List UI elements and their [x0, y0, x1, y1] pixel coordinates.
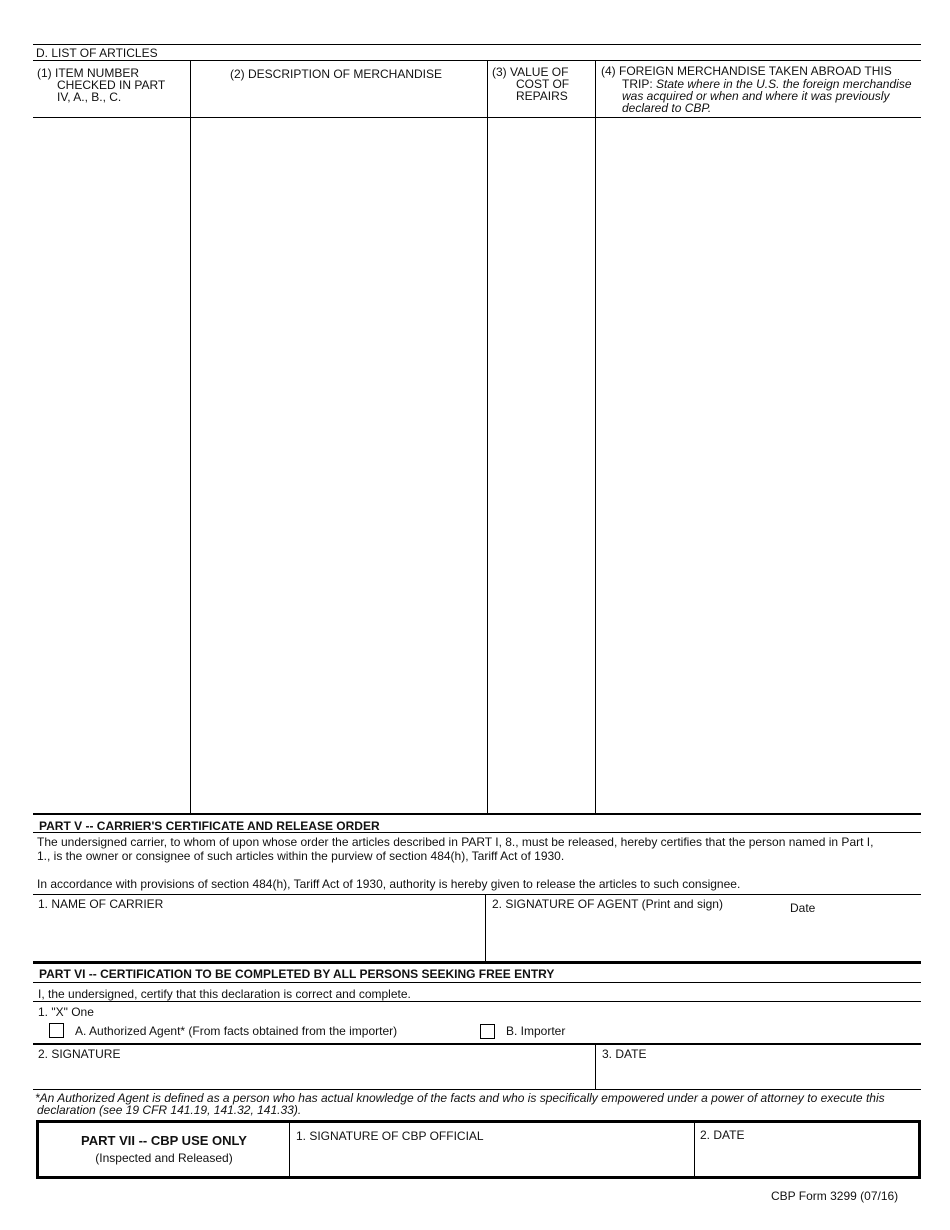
list-title-rule	[33, 60, 921, 61]
cbp-date-field[interactable]	[697, 1145, 917, 1175]
importer-checkbox[interactable]	[480, 1024, 495, 1039]
part5-field-divider	[485, 894, 486, 962]
part6-certify-text: I, the undersigned, certify that this declaration is correct and complete.	[38, 987, 411, 1001]
signature-field[interactable]	[34, 1062, 594, 1088]
part6-bottom-rule	[33, 1089, 921, 1090]
col3-header-line1: (3) VALUE OF	[492, 65, 569, 79]
agent-signature-label: 2. SIGNATURE OF AGENT (Print and sign)	[492, 897, 723, 911]
col4-instructions-2: was acquired or when and where it was previously	[622, 89, 890, 103]
col1-header-line2: CHECKED IN PART	[57, 78, 166, 92]
authorized-agent-checkbox[interactable]	[49, 1023, 64, 1038]
part7-subheading: (Inspected and Released)	[95, 1151, 233, 1165]
agent-date-label: Date	[790, 901, 816, 915]
item-number-entry-area[interactable]	[34, 119, 189, 813]
col4-header-line1: (4) FOREIGN MERCHANDISE TAKEN ABROAD THIS	[601, 64, 892, 78]
part7-heading: PART VII -- CBP USE ONLY	[81, 1133, 247, 1148]
agent-signature-field[interactable]	[487, 913, 920, 960]
header-bottom-rule	[33, 117, 921, 118]
part6-heading: PART VI -- CERTIFICATION TO BE COMPLETED BY ALL PERSONS SEEKING FREE ENTRY	[39, 967, 555, 981]
importer-label: B. Importer	[506, 1024, 566, 1038]
col1-header-line3: IV, A., B., C.	[57, 90, 122, 104]
list-title: D. LIST OF ARTICLES	[36, 46, 158, 60]
col3-header-line2: COST OF	[516, 77, 570, 91]
value-entry-area[interactable]	[489, 119, 594, 813]
col1-header-line1: (1) ITEM NUMBER	[37, 66, 139, 80]
part5-top-rule	[33, 813, 921, 815]
col4-trip-label: TRIP:	[622, 77, 657, 91]
date-field[interactable]	[597, 1062, 920, 1088]
carrier-name-field[interactable]	[34, 913, 484, 960]
col4-instructions-3: declared to CBP.	[622, 101, 712, 115]
x-one-label: 1. "X" One	[38, 1005, 94, 1019]
part6-signature-divider	[595, 1044, 596, 1089]
col4-instructions-1: State where in the U.S. the foreign merchandise	[656, 77, 912, 91]
part5-heading: PART V -- CARRIER'S CERTIFICATE AND RELEASE ORDER	[39, 819, 380, 833]
part6-top-rule	[33, 961, 921, 964]
part5-para1-line2: 1., is the owner or consignee of such articles within the purview of section 484(h), Tariff Act of 1930.	[37, 849, 565, 863]
footnote-line2: declaration (see 19 CFR 141.19, 141.32, 141.33).	[37, 1103, 302, 1117]
col-divider-1	[190, 60, 191, 814]
part6-heading-rule	[33, 982, 921, 983]
foreign-merchandise-entry-area[interactable]	[597, 119, 920, 813]
top-rule	[33, 44, 921, 45]
authorized-agent-label: A. Authorized Agent* (From facts obtained from the importer)	[75, 1024, 398, 1038]
cbp-official-signature-label: 1. SIGNATURE OF CBP OFFICIAL	[296, 1129, 484, 1143]
part5-para2: In accordance with provisions of section 484(h), Tariff Act of 1930, authority is hereby given to release the articles to such consignee.	[37, 877, 741, 891]
col2-header: (2) DESCRIPTION OF MERCHANDISE	[230, 67, 443, 81]
col-divider-3	[595, 60, 596, 814]
carrier-name-label: 1. NAME OF CARRIER	[38, 897, 164, 911]
part7-divider-1	[289, 1122, 290, 1178]
part5-para1-line1: The undersigned carrier, to whom of upon whose order the articles described in PART I, 8., must be released, hereby certifies that the person named in Part I,	[37, 835, 874, 849]
form-id: CBP Form 3299 (07/16)	[771, 1189, 899, 1203]
cbp-date-label: 2. DATE	[700, 1128, 745, 1142]
description-entry-area[interactable]	[192, 119, 486, 813]
col-divider-2	[487, 60, 488, 814]
part7-divider-2	[694, 1122, 695, 1178]
part5-fields-top-rule	[33, 894, 921, 895]
part6-signature-rule	[33, 1043, 921, 1045]
part5-heading-rule	[33, 832, 921, 833]
part6-certify-rule	[33, 1001, 921, 1002]
signature-label: 2. SIGNATURE	[38, 1047, 121, 1061]
cbp-official-signature-field[interactable]	[292, 1145, 692, 1175]
date-label: 3. DATE	[602, 1047, 647, 1061]
col3-header-line3: REPAIRS	[516, 89, 568, 103]
footnote-line1: *An Authorized Agent is defined as a person who has actual knowledge of the facts and who is specifically empowered under a power of attorney to execute this	[35, 1091, 885, 1105]
